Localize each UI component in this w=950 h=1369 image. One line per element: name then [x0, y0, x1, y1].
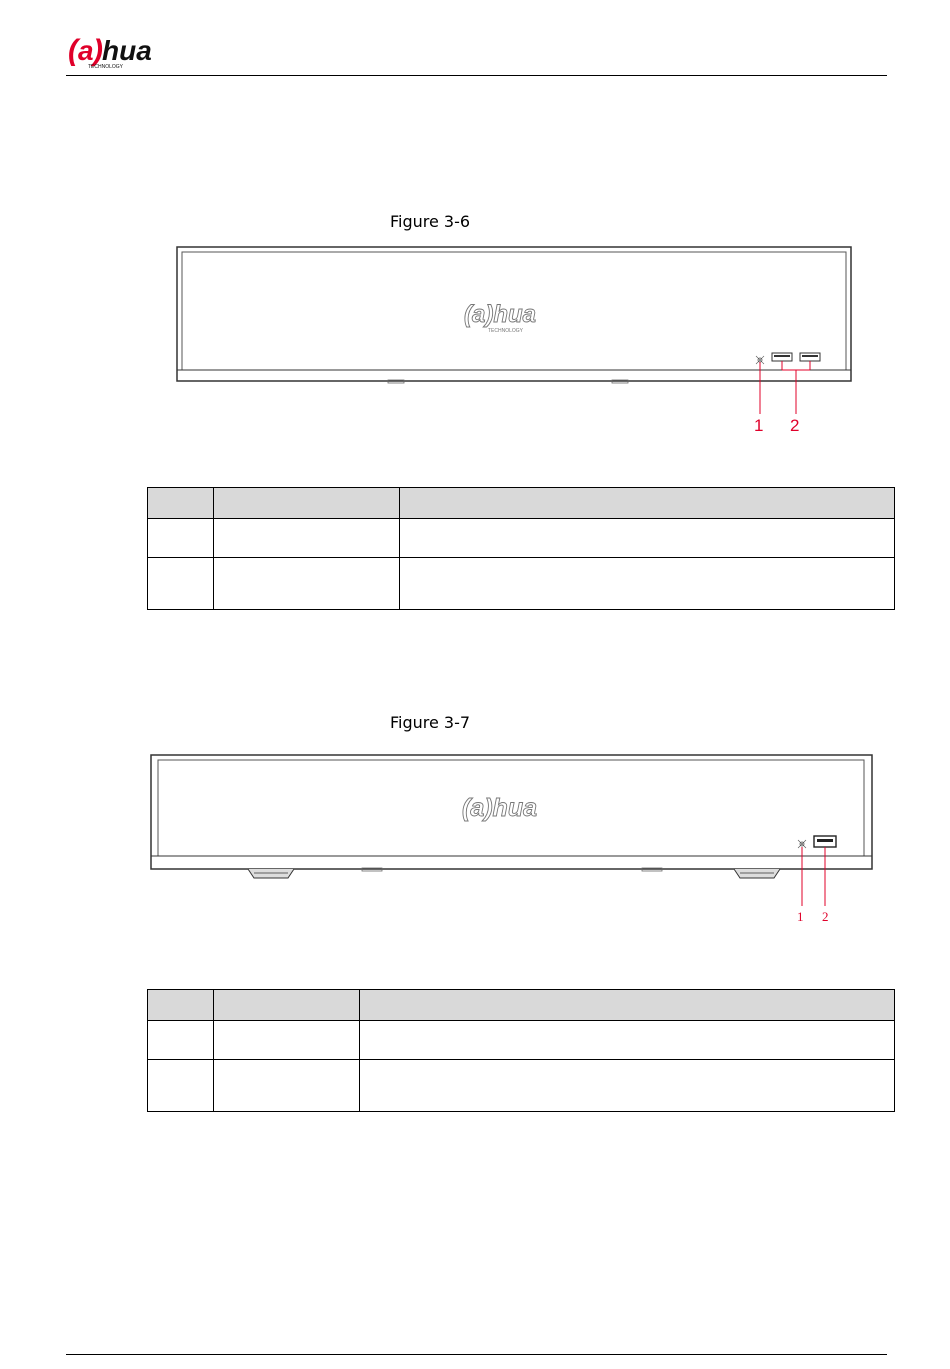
table-header-row	[148, 990, 895, 1021]
svg-text:): )	[93, 34, 103, 67]
figure-caption: Figure 3-6	[389, 212, 471, 231]
callout-1-label: 1	[797, 909, 804, 924]
table-header-cell	[148, 488, 214, 519]
table-cell	[148, 1060, 214, 1112]
table-row	[148, 558, 895, 610]
table-header-row	[148, 488, 895, 519]
svg-text:TECHNOLOGY: TECHNOLOGY	[488, 328, 524, 334]
callout-1-label: 1	[754, 416, 764, 435]
table-cell	[214, 1021, 360, 1060]
figure-caption: Figure 3-7	[389, 713, 471, 732]
device-front-panel-figure	[150, 754, 875, 930]
device-front-panel-figure	[176, 246, 856, 436]
table-row	[148, 1060, 895, 1112]
svg-text:hua: hua	[102, 35, 152, 66]
svg-text:(a)hua: (a)hua	[462, 794, 537, 822]
usb-port-icon	[800, 353, 820, 361]
dahua-logo	[66, 34, 184, 70]
table-cell	[214, 1060, 360, 1112]
power-indicator-icon	[798, 840, 806, 848]
usb-port-icon	[772, 353, 792, 361]
callout-2-label: 2	[822, 909, 829, 924]
table-cell	[148, 1021, 214, 1060]
table-header-cell	[214, 488, 400, 519]
table-header-cell	[360, 990, 895, 1021]
table-row	[148, 1021, 895, 1060]
front-panel-table	[147, 989, 895, 1112]
table-cell	[214, 558, 400, 610]
footer-rule	[66, 1354, 887, 1355]
table-header-cell	[400, 488, 895, 519]
table-cell	[148, 519, 214, 558]
svg-text:TECHNOLOGY: TECHNOLOGY	[88, 64, 124, 70]
table-cell	[360, 1060, 895, 1112]
table-header-cell	[148, 990, 214, 1021]
table-cell	[148, 558, 214, 610]
svg-text:a: a	[78, 35, 94, 66]
table-cell	[400, 558, 895, 610]
svg-text:(a)hua: (a)hua	[464, 301, 536, 328]
table-row	[148, 519, 895, 558]
svg-text:(: (	[68, 34, 78, 67]
table-header-cell	[214, 990, 360, 1021]
table-cell	[214, 519, 400, 558]
header-rule	[66, 75, 887, 76]
table-cell	[360, 1021, 895, 1060]
front-panel-table	[147, 487, 895, 610]
table-cell	[400, 519, 895, 558]
callout-2-label: 2	[790, 416, 800, 435]
usb-port-icon	[814, 836, 836, 847]
